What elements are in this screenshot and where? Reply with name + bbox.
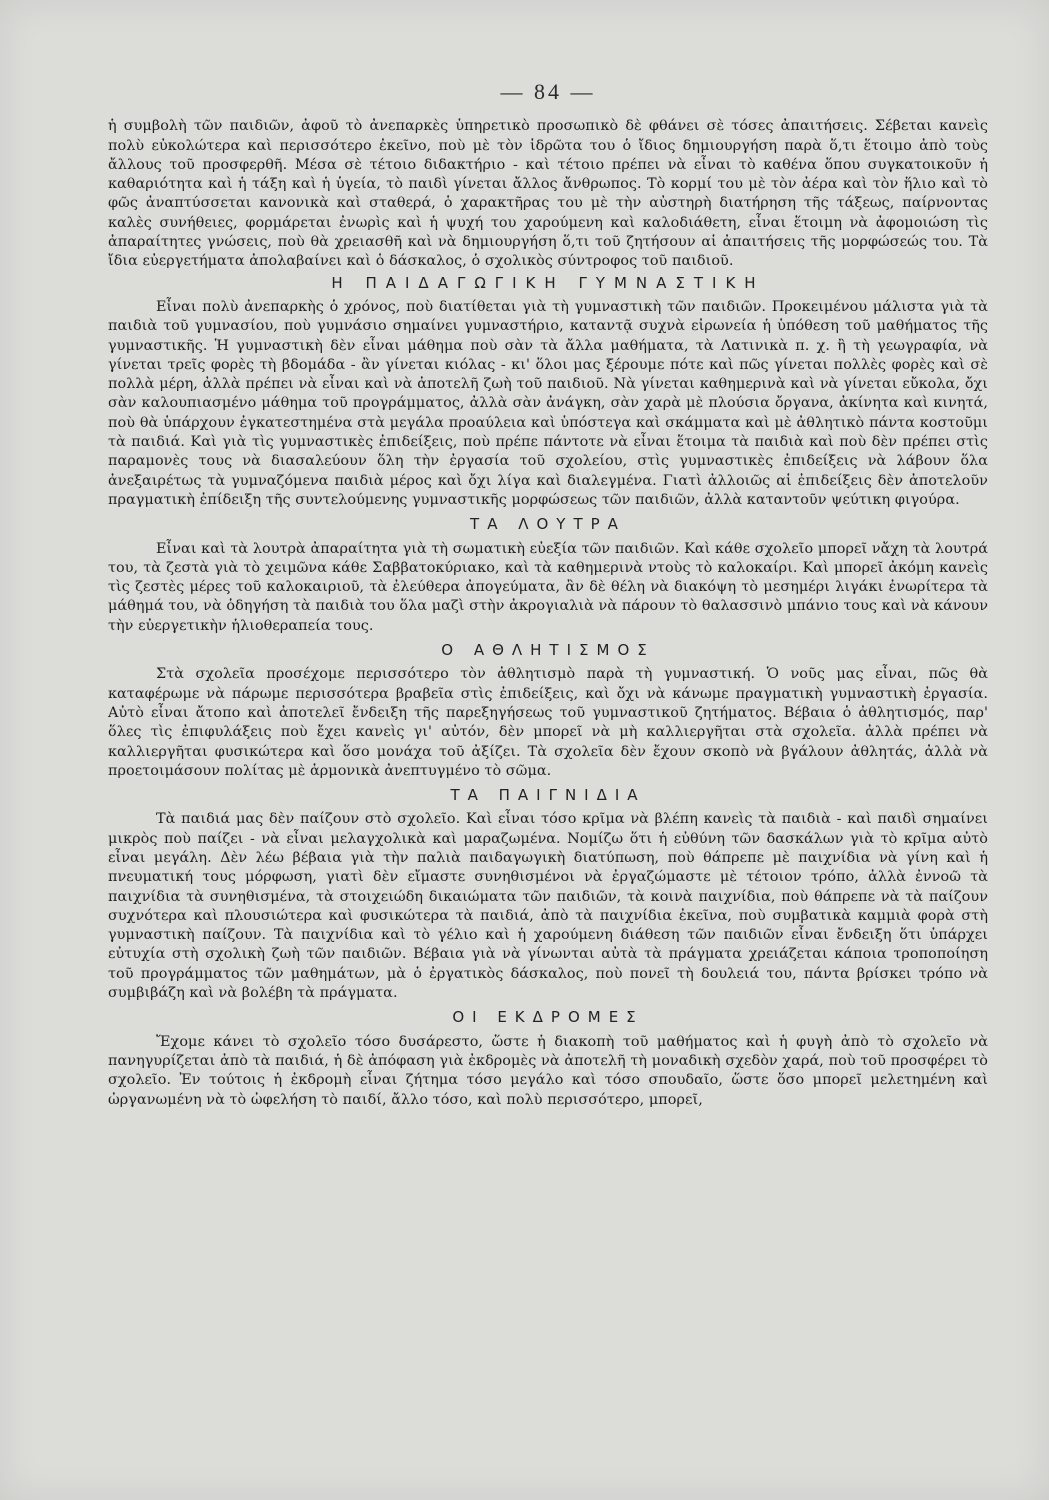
heading-gymnastics: Η ΠΑΙΔΑΓΩΓΙΚΗ ΓΥΜΝΑΣΤΙΚΗ	[331, 273, 765, 292]
paragraph-intro: ἡ συμβολὴ τῶν παιδιῶν, ἀφοῦ τὸ ἀνεπαρκὲς ὑπηρετικὸ προσωπικὸ δὲ φθάνει σὲ τόσες ἀπαιτήσεις. Σέβεται κανεὶς πολὺ εὐκολώτερα καὶ περισσότερο ἐκεῖνο, ποὺ μὲ τὸν ἱδρῶτα του ὁ ἴδιος δημιουργήση παρὰ ὅ,τι ἕτοιμο ἀπὸ τοὺς ἄλλους τοῦ προσφερθῆ. Μέσα σὲ τέτοιο διδακτήριο - καὶ τέτοιο πρέπει νὰ εἶναι τὸ καθένα ὅπου συγκατοικοῦν ἡ καθαριότητα καὶ ἡ τάξη καὶ ἡ ὑγεία, τὸ παιδὶ γίνεται ἄλλος ἄνθρωπος. Τὸ κορμί του μὲ τὸν ἀέρα καὶ τὸν ἥλιο καὶ τὸ φῶς ἀναπτύσσεται κανονικὰ καὶ σταθερά, ὁ χαρακτῆρας του μὲ τὴν αὐστηρὴ διατήρηση τῆς τάξεως, παίρνοντας καλὲς συνήθειες, φορμάρεται ἐνωρὶς καὶ ἡ ψυχή του χαρούμενη καὶ καλοδιάθετη, εἶναι ἕτοιμη νὰ ἀφομοιώση τὶς ἀπαραίτητες γνώσεις, ποὺ θὰ χρειασθῆ καὶ νὰ δημιουργήση ὅ,τι τοῦ ζητήσουν αἱ ἀπαιτήσεις τῆς μορφώσεώς του. Τὰ ἴδια εὐεργετήματα ἀπολαβαίνει καὶ ὁ δάσκαλος, ὁ σχολικὸς σύντροφος τοῦ παιδιοῦ.	[108, 118, 988, 270]
text-column	[108, 70, 988, 1110]
paragraph-gymnastics: Εἶναι πολὺ ἀνεπαρκὴς ὁ χρόνος, ποὺ διατίθεται γιὰ τὴ γυμναστικὴ τῶν παιδιῶν. Προκειμένου μάλιστα γιὰ τὰ παιδιὰ τοῦ γυμνασίου, ποὺ γυμνάσιο σημαίνει γυμναστήριο, καταντᾷ συχνὰ εἰρωνεία ἡ ὑπόθεση τοῦ μαθήματος τῆς γυμναστικῆς. Ἡ γυμναστικὴ δὲν εἶναι μάθημα ποὺ σὰν τὰ ἄλλα μαθήματα, τὰ Λατινικὰ π. χ. ἢ τὴ γεωγραφία, νὰ γίνεται τρεῖς φορὲς τὴ βδομάδα - ἂν γίνεται κιόλας - κι' ὅλοι μας ξέρουμε πότε καὶ πῶς γίνεται πολλὲς φορὲς καὶ σὲ πολλὰ μέρη, ἀλλὰ πρέπει νὰ εἶναι καὶ νὰ ἀποτελῆ ζωὴ τοῦ παιδιοῦ. Νὰ γίνεται καθημερινὰ καὶ νὰ γίνεται εὔκολα, ὄχι σὰν καλουπιασμένο μάθημα τοῦ προγράμματος, ἀλλὰ σὰν ἀνάγκη, σὰν χαρὰ μὲ πλούσια ὄργανα, ἀκίνητα καὶ κινητά, ποὺ θὰ ὑπάρχουν ἐγκατεστημένα στὰ μεγάλα προαύλεια καὶ ὑπόστεγα καὶ σκάμματα καὶ μὲ ἀθλητικὸ πάντα κοστοῦμι τὰ παιδιά. Καὶ γιὰ τὶς γυμναστικὲς ἐπιδείξεις, ποὺ πρέπε πάντοτε νὰ εἶναι ἕτοιμα τὰ παιδιὰ καὶ ποὺ δὲν πρέπει στὶς παραμονὲς τους νὰ διασαλεύουν ὅλη τὴν ἐργασία τοῦ σχολείου, στὶς γυμναστικὲς ἐπιδείξεις νὰ λάβουν ὅλα ἀνεξαιρέτως τὰ γυμναζόμενα παιδιὰ μέρος καὶ ὄχι λίγα καὶ διαλεγμένα. Γιατὶ ἀλλοιῶς αἱ ἐπιδείξεις δὲν ἀποτελοῦν πραγματικὴ ἐπίδειξη τῆς συντελούμενης γυμναστικῆς μορφώσεως τῶν παιδιῶν, ἀλλὰ καταντοῦν ψεύτικη φιγούρα.	[108, 298, 988, 508]
paragraph-games: Τὰ παιδιά μας δὲν παίζουν στὸ σχολεῖο. Καὶ εἶναι τόσο κρῖμα νὰ βλέπη κανεὶς τὰ παιδιὰ - καὶ παιδὶ σημαίνει μικρὸς ποὺ παίζει - νὰ εἶναι μελαγχολικὰ καὶ μαραζωμένα. Νομίζω ὅτι ἡ εὐθύνη τῶν δασκάλων γιὰ τὸ κρῖμα αὐτὸ εἶναι μεγάλη. Δὲν λέω βέβαια γιὰ τὴν παλιὰ παιδαγωγικὴ διατύπωση, ποὺ θάπρεπε μὲ παιχνίδια νὰ γίνη καὶ ἡ πνευματική τους μόρφωση, γιατὶ δὲν εἴμαστε συνηθισμένοι νὰ ἐργαζώμαστε μὲ τέτοιον τρόπο, ἀλλὰ ἐννοῶ τὰ παιχνίδια τὰ συνηθισμένα, τὰ στοιχειώδη δικαιώματα τῶν παιδιῶν, τὰ κοινὰ παιχνίδια, ποὺ θάπρεπε νὰ τὰ παίζουν συχνότερα καὶ πλουσιώτερα καὶ φυσικώτερα τὰ παιδιά, ἀπὸ τὰ παιχνίδια ἐκεῖνα, ποὺ συμβατικὰ καμμιὰ φορὰ στὴ γυμναστικὴ παίζουν. Τὰ παιχνίδια καὶ τὸ γέλιο καὶ ἡ χαρούμενη διάθεση τῶν παιδιῶν εἶναι ἔνδειξη ὅτι ὑπάρχει εὐτυχία στὴ σχολικὴ ζωὴ τῶν παιδιῶν. Βέβαια γιὰ νὰ γίνωνται αὐτὰ τὰ πράγματα χρειάζεται κάποια τροποποίηση τοῦ προγράμματος τῶν μαθημάτων, μὰ ὁ ἐργατικὸς δάσκαλος, ποὺ πονεῖ τὴ δουλειά του, πάντα βρίσκει τρόπο νὰ συμβιβάζη καὶ νὰ βολέβη τὰ πράγματα.	[108, 811, 988, 1002]
heading-games: ΤΑ ΠΑΙΓΝΙΔΙΑ	[450, 786, 646, 805]
paragraph-baths: Εἶναι καὶ τὰ λουτρὰ ἀπαραίτητα γιὰ τὴ σωματικὴ εὐεξία τῶν παιδιῶν. Καὶ κάθε σχολεῖο μπορεῖ νἄχη τὰ λουτρά του, τὰ ζεστὰ γιὰ τὸ χειμῶνα κάθε Σαββατοκύριακο, καὶ τὰ καθημερινὰ ντοὺς τὸ καλοκαίρι. Καὶ μπορεῖ ἀκόμη κανεὶς τὶς ζεστὲς μέρες τοῦ καλοκαιριοῦ, τὰ ἐλεύθερα ἀπογεύματα, ἂν δὲ θέλη νὰ διακόψη τὸ μεσημέρι λιγάκι ἐνωρίτερα τὰ μάθημά του, νὰ ὁδηγήση τὰ παιδιὰ του ὅλα μαζὶ στὴν ἀκρογιαλιὰ νὰ πάρουν τὸ θαλασσινὸ μπάνιο τους καὶ νὰ κάνουν τὴν εὐεργετικὴν ἡλιοθεραπεία τους.	[108, 540, 988, 634]
paragraph-athletics: Στὰ σχολεῖα προσέχομε περισσότερο τὸν ἀθλητισμὸ παρὰ τὴ γυμναστική. Ὁ νοῦς μας εἶναι, πῶς θὰ καταφέρωμε νὰ πάρωμε περισσότερα βραβεῖα στὶς ἐπιδείξεις, καὶ ὄχι νὰ κάνωμε πραγματικὴ γυμναστικὴ ἐργασία. Αὐτὸ εἶναι ἄτοπο καὶ ἀποτελεῖ ἔνδειξη τῆς παρεξηγήσεως τοῦ γυμναστικοῦ ζητήματος. Βέβαια ὁ ἀθλητισμός, παρ' ὅλες τὶς ἐπιφυλάξεις ποὺ ἔχει κανεὶς γι' αὐτόν, δὲν μπορεῖ νὰ μὴ καλλιεργῆται στὰ σχολεῖα. ἀλλὰ πρέπει νὰ καλλιεργῆται φυσικώτερα καὶ ὅσο μονάχα τοῦ ἀξίζει. Τὰ σχολεῖα δὲν ἔχουν σκοπὸ νὰ βγάλουν ἀθλητάς, ἀλλὰ νὰ προετοιμάσουν πολίτας μὲ ἁρμονικὰ ἀνεπτυγμένο τὸ σῶμα.	[108, 666, 988, 779]
heading-baths: ΤΑ ΛΟΥΤΡΑ	[470, 515, 626, 534]
heading-excursions: ΟΙ ΕΚΔΡΟΜΕΣ	[452, 1008, 644, 1027]
heading-athletics: Ο ΑΘΛΗΤΙΣΜΟΣ	[441, 641, 655, 660]
page-number: — 84 —	[500, 79, 596, 104]
paragraph-excursions: Ἔχομε κάνει τὸ σχολεῖο τόσο δυσάρεστο, ὥστε ἡ διακοπὴ τοῦ μαθήματος καὶ ἡ φυγὴ ἀπὸ τὸ σχολεῖο νὰ πανηγυρίζεται ἀπὸ τὰ παιδιά, ἡ δὲ ἀπόφαση γιὰ ἐκδρομὲς νὰ ἀποτελῆ τὴ μοναδικὴ σχεδὸν χαρά, ποὺ τοῦ προσφέρει τὸ σχολεῖο. Ἐν τούτοις ἡ ἐκδρομὴ εἶναι ζήτημα τόσο μεγάλο καὶ τόσο σπουδαῖο, ὥστε ὅσο μπορεῖ μελετημένη καὶ ὠργανωμένη νὰ τὸ ὠφελήση τὸ παιδί, ἄλλο τόσο, καὶ πολὺ περισσότερο, μπορεῖ,	[108, 1033, 988, 1108]
